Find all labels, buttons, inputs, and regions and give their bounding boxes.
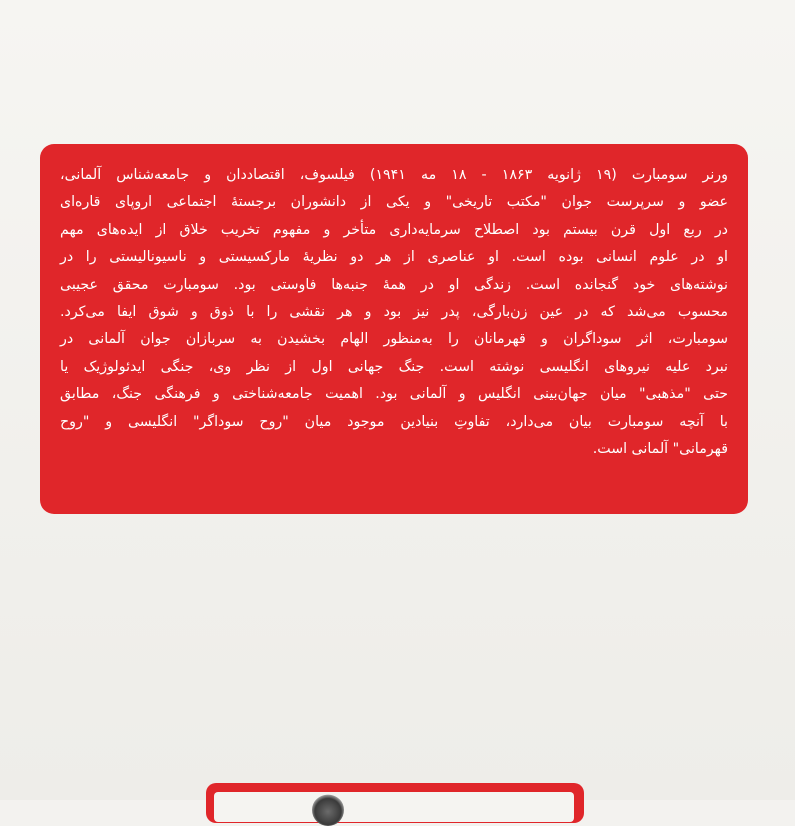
- blurb-line: با آنچه سومبارت بیان می‌دارد، تفاوتِ بنیادین موجود میان "روح سوداگر" انگلیسی و "روح: [60, 413, 728, 430]
- blurb-line: محسوب می‌شد که در عین زن‌بارگی، پدر نیز بود و هر نقشی را با ذوق و شوق ایفا می‌کرد.: [60, 304, 728, 321]
- blurb-box: [40, 144, 748, 514]
- blurb-line: ورنر سومبارت (۱۹ ژانویه ۱۸۶۳ - ۱۸ مه ۱۹۴۱) فیلسوف، اقتصاددان و جامعه‌شناس آلمانی،: [60, 167, 728, 183]
- blurb-line: حتی "مذهبی" میان جهان‌بینی انگلیس و آلمانی بود. اهمیت جامعه‌شناختی و فرهنگی جنگ، مطابق: [60, 386, 728, 403]
- blurb-line: عضو و سرپرست جوان "مکتب تاریخی" و یکی از دانشوران برجستهٔ اجتماعی اروپای قاره‌ای: [60, 194, 728, 211]
- blurb-line: او در علوم انسانی بوده است. او عناصری از هر دو نظریهٔ مارکسیستی و ناسیونالیستی را در: [60, 249, 728, 266]
- publisher-emblem-icon: [312, 794, 344, 826]
- blurb-line: قهرمانی" آلمانی است.: [592, 441, 728, 458]
- blurb-line: سومبارت، اثر سوداگران و قهرمانان را به‌منظور الهام بخشیدن به سربازان جوان آلمانی در: [60, 331, 728, 348]
- publisher-logo-panel: [214, 792, 574, 822]
- blurb-line: در ربع اول قرن بیستم بود اصطلاح سرمایه‌داری متأخر و مفهوم تخریب خلاق از ایده‌های مهم: [60, 221, 728, 238]
- blurb-text: [60, 162, 728, 463]
- blurb-line: نبرد علیه نیروهای انگلیسی نوشته است. جنگ جهانی اول از نظر وی، جنگی ایدئولوژیک یا: [60, 358, 728, 375]
- blurb-line: نوشته‌های خود گنجانده است. زندگی او در همهٔ جنبه‌ها فاوستی بود. سومبارت محقق عجیبی: [60, 276, 728, 293]
